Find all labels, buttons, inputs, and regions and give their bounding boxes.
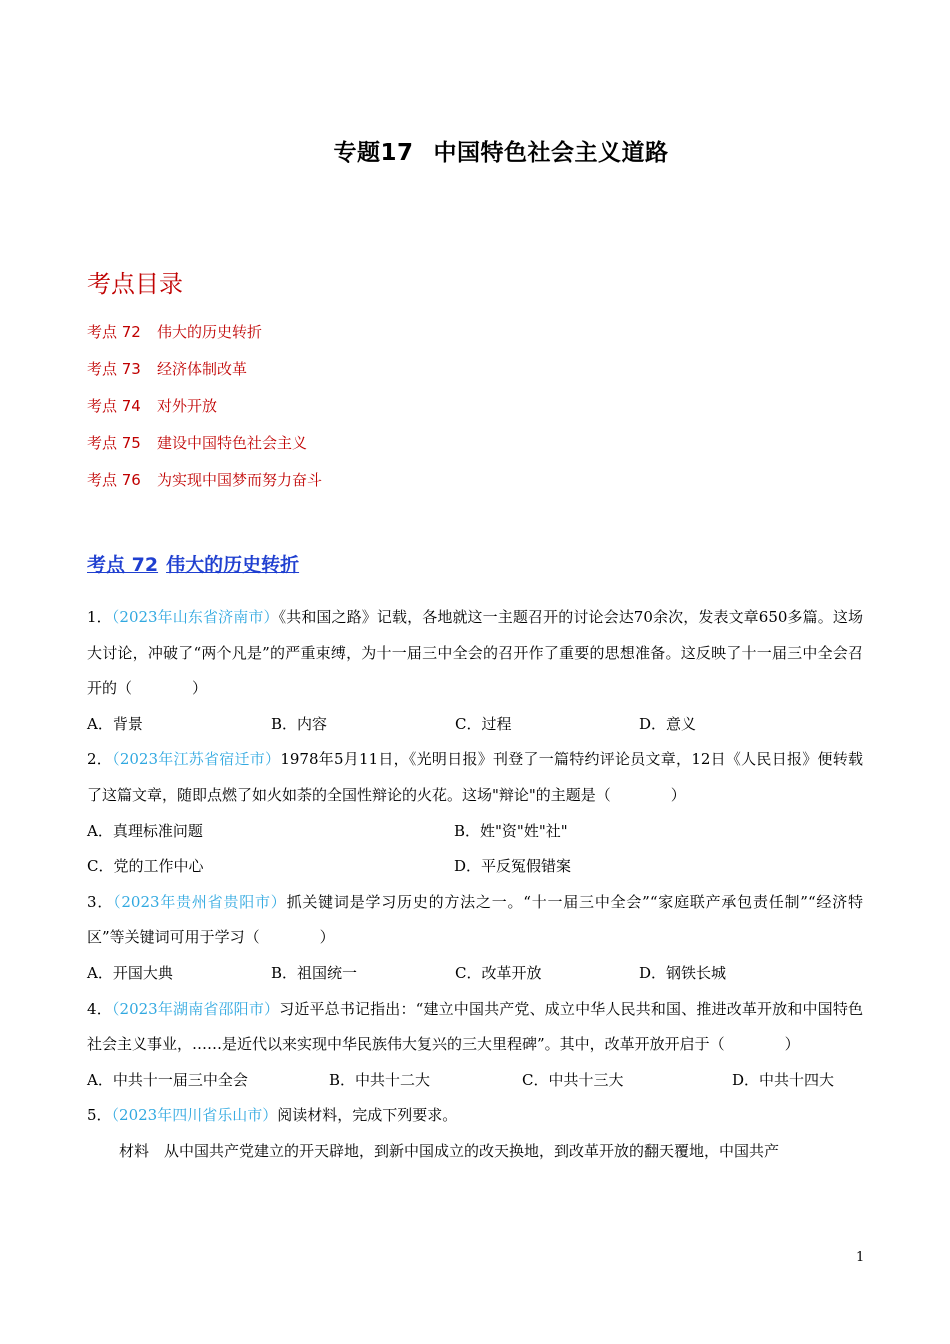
toc-item-number: 考点 75 xyxy=(87,434,141,452)
question-source: （2023年江苏省宿迁市） xyxy=(112,750,281,769)
toc-item-76[interactable] xyxy=(87,470,322,507)
option-b[interactable]: B．内容 xyxy=(271,714,328,733)
question-2 xyxy=(87,742,863,884)
page-number: 1 xyxy=(856,1250,865,1265)
option-a[interactable]: A．开国大典 xyxy=(87,963,173,982)
toc-item-number: 考点 73 xyxy=(87,360,141,378)
option-c[interactable]: C．中共十三大 xyxy=(522,1070,624,1089)
question-source: （2023年湖南省邵阳市） xyxy=(111,999,280,1018)
option-row xyxy=(87,956,863,992)
toc-list xyxy=(87,322,322,507)
question-text: 1978年5月11日，《光明日报》刊登了一篇特约评论员文章，12日《人民日报》便转载了这篇文章，随即点燃了如火如荼的全国性辩论的火花。这场"辩论"的主题是（ ） xyxy=(87,750,863,804)
option-b[interactable]: B．中共十二大 xyxy=(329,1070,431,1089)
question-text: 阅读材料，完成下列要求。 xyxy=(277,1106,458,1125)
section-label: 伟大的历史转折 xyxy=(166,554,300,576)
question-5 xyxy=(87,1098,863,1169)
toc-item-number: 考点 74 xyxy=(87,397,141,415)
toc-item-75[interactable] xyxy=(87,433,322,470)
question-4 xyxy=(87,992,863,1099)
option-row xyxy=(87,1063,863,1099)
question-text: 《共和国之路》记载，各地就这一主题召开的讨论会达70余次，发表文章650多篇。这场大讨论，冲破了“两个凡是”的严重束缚，为十一届三中全会的召开作了重要的思想准备。这反映了十一届三中全会召开的（ ） xyxy=(87,608,863,698)
toc-item-label: 伟大的历史转折 xyxy=(157,323,263,341)
question-number: 4． xyxy=(87,999,112,1018)
option-d[interactable]: D．钢铁长城 xyxy=(639,963,727,982)
option-row xyxy=(87,849,863,885)
option-row xyxy=(87,814,863,850)
question-source: （2023年山东省济南市） xyxy=(111,608,279,626)
section-number: 考点 72 xyxy=(87,554,159,576)
option-d[interactable]: D．中共十四大 xyxy=(732,1070,835,1089)
toc-item-number: 考点 76 xyxy=(87,471,141,489)
toc-item-73[interactable] xyxy=(87,359,322,396)
option-b[interactable]: B．祖国统一 xyxy=(271,963,358,982)
option-c[interactable]: C．党的工作中心 xyxy=(87,857,204,876)
question-3 xyxy=(87,885,863,992)
question-source: （2023年贵州省贵阳市） xyxy=(113,892,287,911)
option-a[interactable]: A．中共十一届三中全会 xyxy=(87,1070,248,1089)
toc-item-72[interactable] xyxy=(87,322,322,359)
toc-item-label: 对外开放 xyxy=(157,397,218,415)
option-c[interactable]: C．改革开放 xyxy=(455,963,542,982)
question-number: 5． xyxy=(87,1106,112,1125)
question-text: 抓关键词是学习历史的方法之一。“十一届三中全会”“家庭联产承包责任制”“经济特区”等关键词可用于学习（ ） xyxy=(87,892,863,947)
toc-item-74[interactable] xyxy=(87,396,322,433)
toc-item-label: 建设中国特色社会主义 xyxy=(157,434,308,452)
option-a[interactable]: A．背景 xyxy=(87,714,143,733)
page-title xyxy=(0,134,950,167)
toc-item-label: 经济体制改革 xyxy=(157,360,248,378)
section-heading-72[interactable] xyxy=(87,550,299,577)
option-b[interactable]: B．姓"资"姓"社" xyxy=(454,821,568,840)
toc-item-number: 考点 72 xyxy=(87,323,141,341)
option-row xyxy=(87,707,863,743)
option-d[interactable]: D．意义 xyxy=(639,714,697,733)
question-source: （2023年四川省乐山市） xyxy=(111,1106,278,1125)
option-c[interactable]: C．过程 xyxy=(455,714,512,733)
question-1 xyxy=(87,600,863,742)
question-list xyxy=(87,600,863,1170)
question-number: 2． xyxy=(87,750,113,769)
option-a[interactable]: A．真理标准问题 xyxy=(87,821,203,840)
question-number: 3． xyxy=(87,892,114,911)
question-text: 习近平总书记指出：“建立中国共产党、成立中华人民共和国、推进改革开放和中国特色社会主义事业，……是近代以来实现中华民族伟大复兴的三大里程碑”。其中，改革开放开启于（ ） xyxy=(87,999,863,1054)
title-number: 专题17 xyxy=(333,140,414,166)
title-text: 中国特色社会主义道路 xyxy=(433,140,669,166)
toc-item-label: 为实现中国梦而努力奋斗 xyxy=(157,471,323,489)
material-text: 材料 从中国共产党建立的开天辟地，到新中国成立的改天换地，到改革开放的翻天覆地，中国共产 xyxy=(119,1141,780,1160)
question-number: 1． xyxy=(87,608,112,626)
option-d[interactable]: D．平反冤假错案 xyxy=(454,857,572,876)
toc-heading: 考点目录 xyxy=(87,270,183,298)
